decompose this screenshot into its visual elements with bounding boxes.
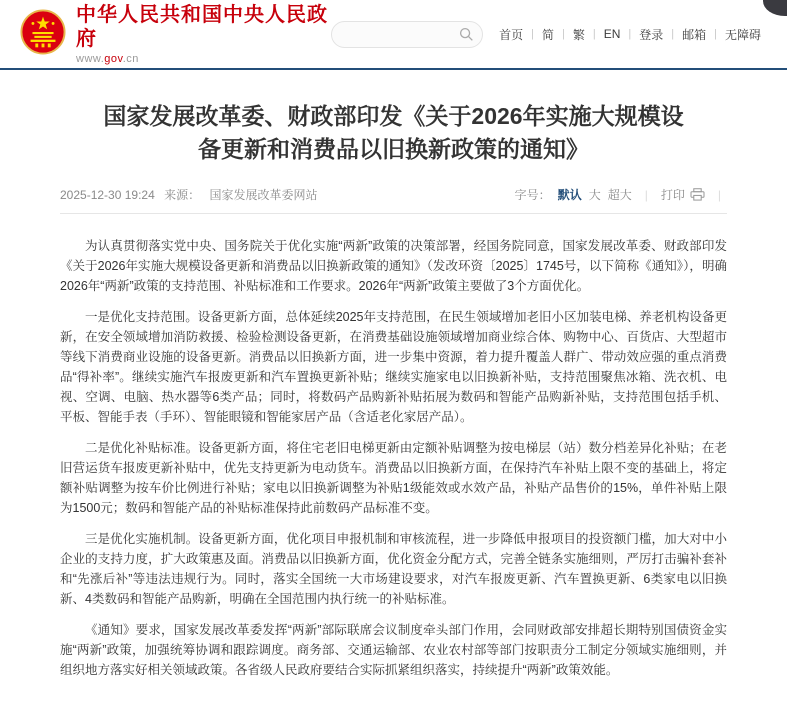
header-nav: [499, 26, 761, 43]
page-title: 国家发展改革委、财政部印发《关于2026年实施大规模设备更新和消费品以旧换新政策的通知》: [103, 103, 684, 162]
nav-item-mailbox[interactable]: | 邮箱: [663, 26, 706, 43]
article-container: [60, 70, 727, 680]
article-paragraph: 《通知》要求，国家发展改革委发挥“两新”部际联席会议制度牵头部门作用，会同财政部安排超长期特别国债资金实施“两新”政策，加强统筹协调和跟踪调度。商务部、交通运输部、农业农村部等部门按职责分工制定分领域实施细则，并组织地方落实好相关领域政策。各省级人民政府要结合实际抓紧组织落实，持续提升“两新”政策效能。: [60, 623, 727, 677]
toolbar-divider: [639, 188, 654, 202]
font-size-default-button[interactable]: 默认: [557, 188, 582, 202]
publish-date: 2025-12-30 19:24: [60, 188, 155, 202]
nav-item-accessibility[interactable]: | 无障碍: [706, 26, 761, 43]
print-button[interactable]: [661, 186, 705, 203]
article-meta-bar: [60, 186, 727, 203]
nav-item-english[interactable]: | EN: [585, 27, 621, 41]
nav-item-home[interactable]: 首页: [499, 27, 524, 42]
nav-item-traditional[interactable]: | 繁: [554, 26, 585, 43]
article-paragraph: 三是优化实施机制。设备更新方面，优化项目申报机制和审核流程，进一步降低申报项目的投资额门槛，加大对中小企业的支持力度，扩大政策惠及面。消费品以旧换新方面，优化资金分配方式，完善全链条实施细则，严厉打击骗补套补和“先涨后补”等违法违规行为。同时，落实全国统一大市场建设要求，对汽车报废更新、汽车置换更新、6类家电以旧换新、4类数码和智能产品购新，明确在全国范围内执行统一的补贴标准。: [60, 532, 727, 606]
nav-item-login[interactable]: | 登录: [620, 26, 663, 43]
meta-divider-line: [60, 213, 727, 214]
font-size-large-button[interactable]: 大: [588, 188, 601, 202]
printer-icon: [690, 188, 705, 201]
search-icon[interactable]: [459, 27, 474, 42]
article-body: [60, 236, 727, 680]
source-label: 来源：: [164, 188, 201, 202]
national-emblem-icon: [20, 9, 66, 60]
site-logo-link[interactable]: [20, 3, 331, 65]
article-paragraph: 二是优化补贴标准。设备更新方面，将住宅老旧电梯更新由定额补贴调整为按电梯层（站）数分档差异化补贴；在老旧营运货车报废更新补贴中，优先支持更新为电动货车。消费品以旧换新方面，在保持汽车补贴上限不变的基础上，将定额补贴调整为按车价比例进行补贴；家电以旧换新调整为补贴1级能效或水效产品，补贴产品售价的15%，单件补贴上限为1500元；数码和智能产品的补贴标准保持此前数码产品标准不变。: [60, 441, 727, 515]
article-paragraph: 为认真贯彻落实党中央、国务院关于优化实施“两新”政策的决策部署，经国务院同意，国家发展改革委、财政部印发《关于2026年实施大规模设备更新和消费品以旧换新政策的通知》（发改环资〔2025〕1745号，以下简称《通知》），明确2026年“两新”政策的支持范围、补贴标准和工作要求。2026年“两新”政策主要做了3个方面优化。: [60, 239, 727, 293]
toolbar-divider: [712, 188, 727, 202]
article-toolbar: [515, 186, 727, 203]
window-corner-artifact: [763, 0, 787, 16]
search-box[interactable]: [331, 21, 483, 48]
article-meta-left: [60, 186, 323, 203]
print-label: 打印: [660, 188, 685, 202]
source-name[interactable]: 国家发展改革委网站: [209, 188, 318, 202]
site-title: 中华人民共和国中央人民政府: [76, 4, 328, 50]
font-size-xlarge-button[interactable]: 超大: [607, 188, 632, 202]
nav-item-simplified[interactable]: | 简: [523, 26, 554, 43]
search-input[interactable]: [344, 27, 459, 41]
site-header: [0, 0, 787, 70]
article-paragraph: 一是优化支持范围。设备更新方面，总体延续2025年支持范围，在民生领域增加老旧小区加装电梯、养老机构设备更新，在安全领域增加消防救援、检验检测设备更新，在消费基础设施领域增加商业综合体、购物中心、百货店、大型超市等线下消费商业设施的设备更新。消费品以旧换新方面，进一步集中资源，着力提升覆盖人群广、带动效应强的重点消费品“得补率”。继续实施汽车报废更新和汽车置换更新补贴；继续实施家电以旧换新补贴，支持范围聚焦冰箱、洗衣机、电视、空调、电脑、热水器等6类产品；同时，将数码产品购新补贴拓展为数码和智能产品购新补贴，支持范围包括手机、平板、智能手表（手环）、智能眼镜和智能家居产品（含适老化家居产品）。: [60, 310, 727, 424]
font-size-label: 字号：: [514, 188, 551, 202]
site-url: www.gov.cn: [76, 53, 139, 65]
